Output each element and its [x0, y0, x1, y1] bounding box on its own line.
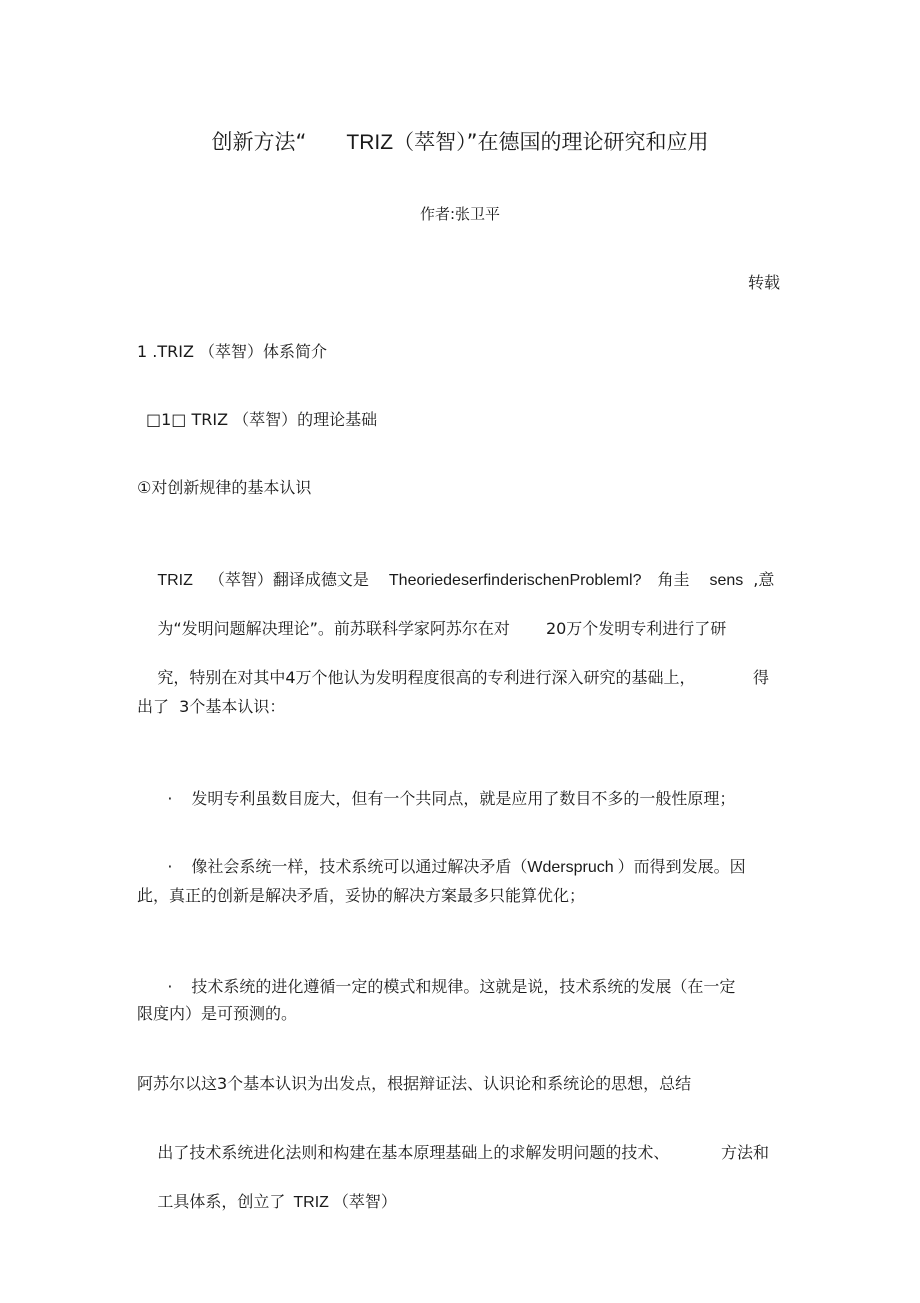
document-title [0, 128, 920, 157]
bullet-text: Wderspruch [527, 859, 614, 876]
paragraph-1-line-4: 出了 3个基本认识： [137, 697, 286, 716]
author-line: 作者:张卫平 [419, 205, 501, 223]
text-segment: TRIZ [293, 1194, 329, 1211]
text-segment: 得 [753, 668, 770, 687]
bullet-item-1 [137, 769, 735, 829]
section-heading: 1 .TRIZ （萃智）体系简介 [137, 342, 328, 361]
title-part-3: （萃智）”在德国的理论研究和应用 [393, 130, 709, 154]
text-segment: 20万个发明专利进行了研 [545, 619, 727, 638]
bullet-item-2-line-2: 此，真正的创新是解决矛盾，妥协的解决方案最多只能算优化； [137, 886, 586, 905]
text-segment: 角圭 [657, 570, 690, 589]
bullet-text: 技术系统的进化遵循一定的模式和规律。这就是说，技术系统的发展（在一定 [191, 977, 736, 996]
bullet-text: 发明专利虽数目庞大，但有一个共同点，就是应用了数目不多的一般性原理； [191, 789, 736, 808]
subsection-heading: □1□ TRIZ （萃智）的理论基础 [146, 410, 378, 429]
text-segment: 方法和 [721, 1143, 770, 1162]
text-segment: 出了技术系统进化法则和构建在基本原理基础上的求解发明问题的技术、 [157, 1143, 670, 1162]
text-segment: 工具体系，创立了 [157, 1192, 286, 1211]
title-part-1: 创新方法“ [211, 130, 307, 154]
bullet-item-3-line-2: 限度内）是可预测的。 [137, 1004, 298, 1023]
bullet-text: ）而得到发展。因 [617, 857, 746, 876]
bullet-marker: · [167, 977, 173, 996]
paragraph-2-line-1: 阿苏尔以这3个基本认识为出发点，根据辩证法、认识论和系统论的思想，总结 [137, 1074, 692, 1093]
text-segment: TRIZ [157, 572, 193, 589]
title-part-2: TRIZ [346, 131, 394, 154]
text-segment: （萃智）翻译成德文是 [208, 570, 369, 589]
bullet-marker: · [167, 857, 173, 876]
text-segment: 究，特别在对其中4万个他认为发明程度很高的专利进行深入研究的基础上， [157, 668, 696, 687]
text-segment: sens [709, 572, 744, 589]
text-segment: （萃智） [332, 1192, 397, 1211]
text-segment: ,意 [753, 570, 775, 589]
repost-label: 转载 [747, 273, 780, 292]
point-heading: ①对创新规律的基本认识 [137, 478, 312, 497]
text-segment: TheoriedeserfinderischenProbleml? [388, 572, 642, 589]
text-segment: 为“发明问题解决理论”。前苏联科学家阿苏尔在对 [157, 619, 510, 638]
bullet-text: 像社会系统一样，技术系统可以通过解决矛盾（ [191, 857, 528, 876]
bullet-marker: · [167, 789, 173, 808]
paragraph-2-line-3 [137, 1172, 397, 1233]
